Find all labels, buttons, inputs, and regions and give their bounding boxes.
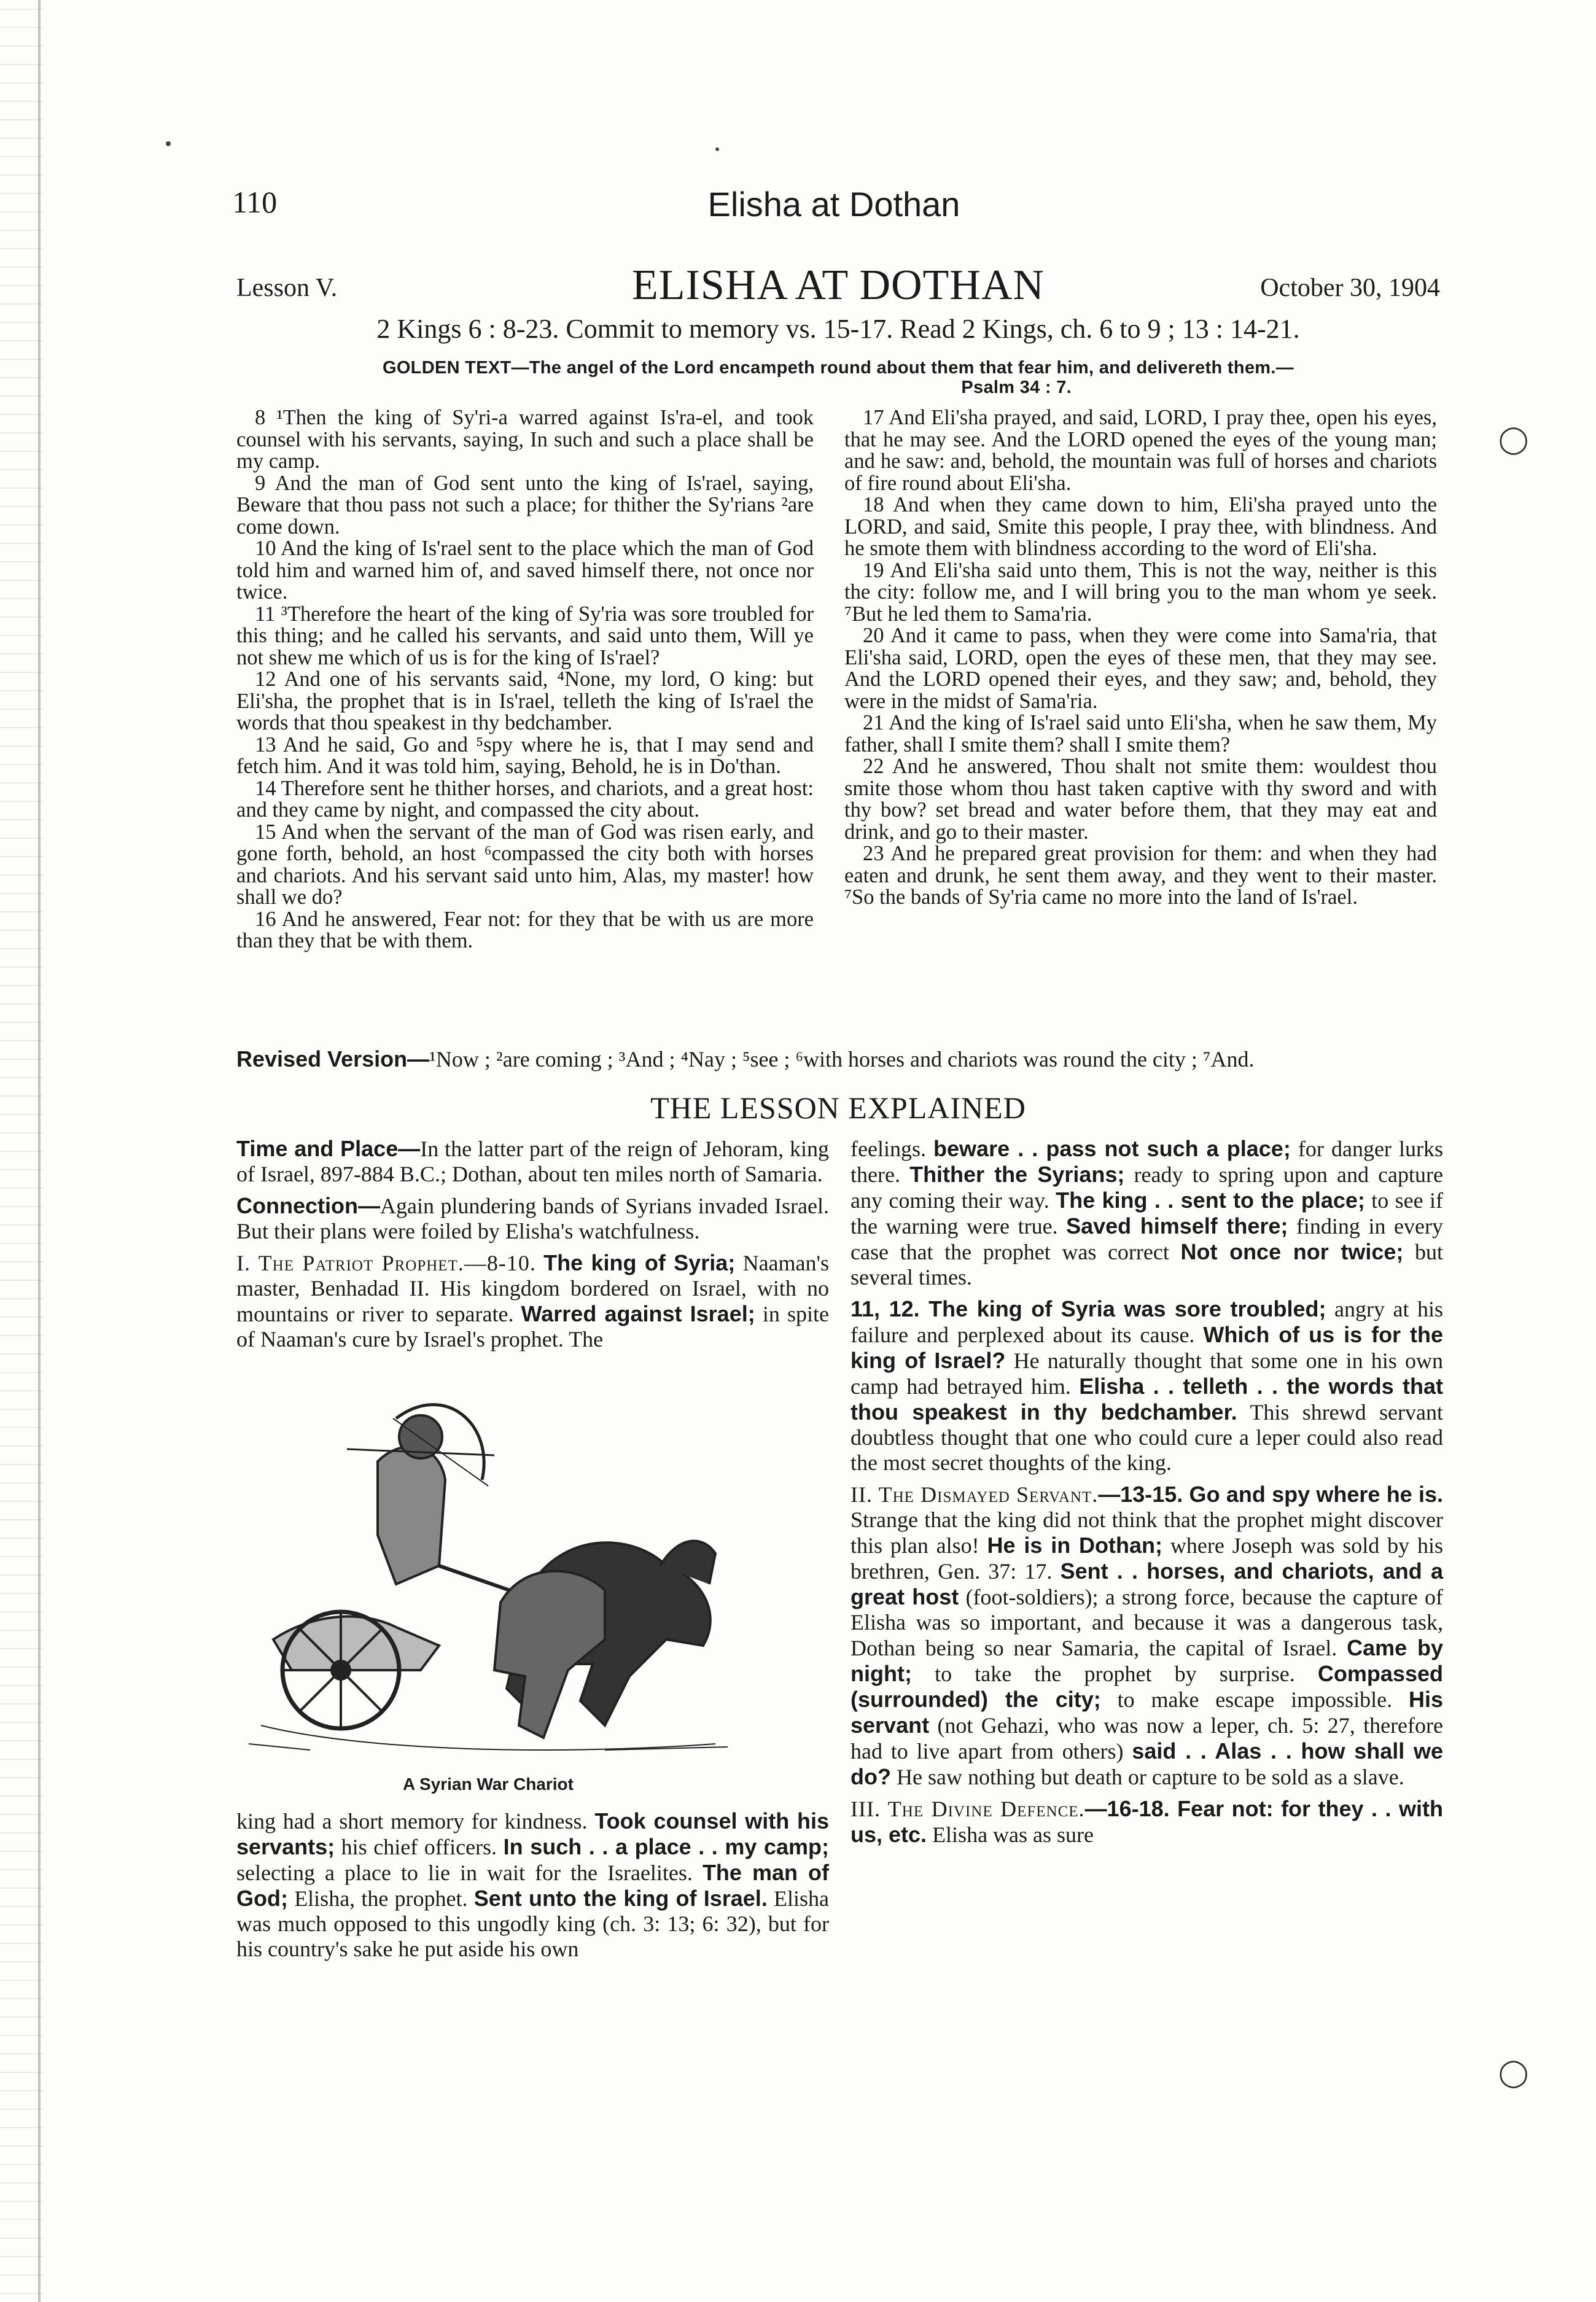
keyword-phrase: His servant	[851, 1687, 1444, 1738]
commentary-text: This shrewd servant doubtless thought that one who could cure a leper could also read the most secret thoughts of the king.	[851, 1400, 1443, 1475]
keyword-phrase: —13-15. Go and spy where he is.	[1098, 1482, 1443, 1507]
commentary-text: his chief officers.	[335, 1835, 504, 1859]
running-head	[232, 184, 1436, 233]
explanation-column-left	[236, 1136, 829, 1358]
margin-mark-bottom: ◯	[1498, 2058, 1529, 2088]
scripture-verse: 18 And when they came down to him, Eli'sha prayed unto the LORD, and said, Smite this people, I pray thee, with blindness. And he smote them with blindness according to the word of Eli'sha.	[844, 493, 1437, 560]
commentary-text: but several times.	[851, 1240, 1443, 1289]
time-and-place-label: Time and Place—	[236, 1136, 421, 1161]
section-title: III. The Divine Defence.	[851, 1797, 1085, 1821]
scan-speck	[166, 141, 171, 146]
golden-text-body: GOLDEN TEXT—The angel of the Lord encampeth round about them that fear him, and delivereth them.—	[382, 358, 1294, 378]
illustration-caption: A Syrian War Chariot	[403, 1775, 574, 1794]
scripture-verse: 14 Therefore sent he thither horses, and chariots, and a great host: and they came by night, and compassed the city about.	[236, 776, 814, 822]
chariot-engraving	[236, 1382, 740, 1762]
scripture-verse: 21 And the king of Is'rael said unto Eli'sha, when he saw them, My father, shall I smite them? shall I smite them?	[844, 711, 1437, 756]
commentary-text: where Joseph was sold by his brethren, Gen. 37: 17.	[851, 1533, 1443, 1584]
commentary-text: selecting a place to lie in wait for the Israelites.	[236, 1861, 703, 1885]
commentary-text: king had a short memory for kindness.	[236, 1809, 595, 1833]
time-and-place-text: In the latter part of the reign of Jehoram, king of Israel, 897-884 B.C.; Dothan, about ten miles north of Samaria.	[236, 1137, 829, 1186]
scripture-verse: 13 And he said, Go and ⁵spy where he is, that I may send and fetch him. And it was told him, saying, Behold, he is in Do'than.	[236, 733, 814, 778]
scripture-verse: 15 And when the servant of the man of God was risen early, and gone forth, behold, an host ⁶compassed the city both with horses and chariots. And his servant said unto him, Alas, my master! how shall we do?	[236, 820, 814, 909]
scripture-verse: 20 And it came to pass, when they were come into Sama'ria, that Eli'sha said, LORD, open the eyes of these men, that they may see. And the LORD opened their eyes, and they saw; and, behold, they were in the midst of Sama'ria.	[844, 624, 1437, 713]
scripture-verse: 17 And Eli'sha prayed, and said, LORD, I pray thee, open his eyes, that he may see. And the LORD opened the eyes of the young man; and he saw: and, behold, the mountain was full of horses and chariots of fire round about Eli'sha.	[844, 406, 1437, 495]
explanation-column-right	[851, 1136, 1443, 1854]
lesson-heading	[236, 261, 1440, 310]
keyword-phrase: —16-18. Fear not: for they . . with us, etc.	[851, 1796, 1443, 1847]
keyword-phrase: The king . . sent to the place;	[1056, 1188, 1365, 1213]
scripture-verse: 12 And one of his servants said, ⁴None, my lord, O king: but Eli'sha, the prophet that is in Is'rael, telleth the king of Is'rael the words that thou speakest in thy bedchamber.	[236, 667, 814, 734]
connection-text: Again plundering bands of Syrians invaded Israel. But their plans were foiled by Elisha's watchfulness.	[236, 1194, 829, 1243]
section-1-title: I. The Patriot Prophet.—8-10.	[236, 1251, 536, 1275]
keyword-phrase: Compassed (surrounded) the city;	[851, 1661, 1443, 1712]
running-title: Elisha at Dothan	[707, 185, 960, 224]
commentary-text: to make escape impossible.	[1100, 1687, 1409, 1712]
keyword-phrase: Saved himself there;	[1066, 1213, 1288, 1238]
scripture-verse: 19 And Eli'sha said unto them, This is not the way, neither is this the city: follow me, and I will bring you to the man whom ye seek. ⁷But he led them to Sama'ria.	[844, 558, 1437, 626]
keyword-phrase: Took counsel with his servants;	[236, 1808, 830, 1859]
section-1-text-2: in spite of Naaman's cure by Israel's prophet. The	[236, 1302, 830, 1351]
revised-version-label: Revised Version—	[236, 1046, 430, 1071]
time-and-place-paragraph	[236, 1136, 829, 1187]
section-title: II. The Dismayed Servant.	[851, 1482, 1099, 1507]
binding-edge	[0, 0, 43, 2302]
commentary-text: (not Gehazi, who was now a leper, ch. 5: 27, therefore had to live apart from others)	[851, 1713, 1443, 1763]
scripture-verse: 10 And the king of Is'rael sent to the place which the man of God told him and warned him of, and saved himself there, not once nor twice.	[236, 537, 814, 604]
margin-mark-top: ◯	[1498, 424, 1529, 454]
scan-speck	[715, 147, 719, 151]
commentary-text: He saw nothing but death or capture to be sold as a slave.	[890, 1765, 1404, 1789]
binding-line	[38, 0, 41, 2302]
scripture-column-right	[844, 407, 1437, 909]
commentary-text: Elisha was as sure	[927, 1822, 1094, 1847]
keyword-phrase: said . . Alas . . how shall we do?	[851, 1738, 1444, 1789]
keyword-phrase: Came by night;	[851, 1635, 1443, 1686]
connection-label: Connection—	[236, 1193, 380, 1218]
keyword-phrase: He is in Dothan;	[987, 1533, 1163, 1558]
keyword-phrase: beware . . pass not such a place;	[933, 1136, 1291, 1161]
golden-text	[236, 358, 1440, 397]
lesson-number: Lesson V.	[236, 274, 338, 302]
page-number: 110	[232, 185, 278, 219]
commentary-paragraph	[851, 1296, 1443, 1476]
section-1-keyword-2: Warred against Israel;	[521, 1301, 755, 1326]
keyword-phrase: 11, 12. The king of Syria was sore troubled;	[851, 1296, 1326, 1321]
keyword-phrase: Thither the Syrians;	[909, 1162, 1125, 1187]
commentary-paragraph	[851, 1136, 1443, 1290]
commentary-text: feelings.	[851, 1137, 934, 1161]
commentary-text: (foot-soldiers); a strong force, because the capture of Elisha was so important, and because it was a dangerous task, Dothan being so near Samaria, the capital of Israel.	[851, 1585, 1443, 1660]
keyword-phrase: Not once nor twice;	[1180, 1239, 1404, 1264]
keyword-phrase: In such . . a place . . my camp;	[503, 1834, 829, 1859]
scripture-verse: 8 ¹Then the king of Sy'ri-a warred against Is'ra-el, and took counsel with his servants, saying, In such and such a place shall be my camp.	[236, 406, 814, 473]
scripture-verse: 22 And he answered, Thou shalt not smite them: wouldest thou smite those whom thou hast taken captive with thy sword and with thy bow? set bread and water before them, that they may eat and drink, and go to their master.	[844, 755, 1437, 844]
commentary-paragraph	[851, 1482, 1443, 1790]
commentary-text: Elisha was much opposed to this ungodly king (ch. 3: 13; 6: 32), but for his country's sake he put aside his own	[236, 1886, 830, 1961]
keyword-phrase: Which of us is for the king of Israel?	[851, 1322, 1443, 1373]
section-1-text-1: Naaman's master, Benhadad II. His kingdom bordered on Israel, with no mountains or river to separate.	[236, 1251, 830, 1326]
keyword-phrase: Elisha . . telleth . . the words that thou speakest in thy bedchamber.	[851, 1374, 1443, 1425]
keyword-phrase: Sent unto the king of Israel.	[473, 1886, 768, 1911]
commentary-text: to see if the warning were true.	[851, 1188, 1443, 1238]
section-1-paragraph	[236, 1250, 829, 1352]
section-1-keyword-1: The king of Syria;	[543, 1250, 736, 1275]
revised-version-note	[236, 1047, 1440, 1071]
scripture-verse: 9 And the man of God sent unto the king of Is'rael, saying, Beware that thou pass not such a place; for thither the Sy'rians ²are come down.	[236, 471, 814, 539]
lesson-explained-heading: THE LESSON EXPLAINED	[650, 1091, 1026, 1125]
lesson-title: ELISHA AT DOTHAN	[632, 262, 1045, 309]
scripture-column-left	[236, 407, 814, 952]
commentary-text: for danger lurks there.	[851, 1137, 1443, 1187]
commentary-text: ready to spring upon and capture any coming their way.	[851, 1162, 1443, 1213]
connection-paragraph	[236, 1193, 829, 1244]
revised-version-text: ¹Now ; ²are coming ; ³And ; ⁴Nay ; ⁵see ; ⁶with horses and chariots was round the city ; ⁷And.	[429, 1047, 1255, 1071]
lesson-date: October 30, 1904	[1260, 274, 1440, 302]
syrian-war-chariot-illustration	[236, 1382, 740, 1762]
commentary-text: He naturally thought that some one in his own camp had betrayed him.	[851, 1348, 1443, 1399]
commentary-text: angry at his failure and perplexed about its cause.	[851, 1297, 1443, 1347]
scripture-verse: 23 And he prepared great provision for them: and when they had eaten and drunk, he sent them away, and they went to their master. ⁷So the bands of Sy'ria came no more into the land of Is'rael.	[844, 842, 1437, 909]
keyword-phrase: Sent . . horses, and chariots, and a great host	[851, 1558, 1443, 1609]
scripture-reference: 2 Kings 6 : 8-23. Commit to memory vs. 15-17. Read 2 Kings, ch. 6 to 9 ; 13 : 14-21.	[376, 314, 1300, 344]
commentary-paragraph	[851, 1796, 1443, 1848]
keyword-phrase: The man of God;	[236, 1860, 829, 1911]
commentary-text: to take the prophet by surprise.	[911, 1662, 1318, 1686]
scripture-verse: 16 And he answered, Fear not: for they that be with us are more than they that be with them.	[236, 907, 814, 952]
golden-text-citation: Psalm 34 : 7.	[961, 378, 1072, 397]
explanation-left-continued	[236, 1808, 829, 1962]
commentary-text: Strange that the king did not think that the prophet might discover this plan also!	[851, 1507, 1443, 1558]
commentary-text: Elisha, the prophet.	[287, 1886, 474, 1911]
commentary-text: finding in every case that the prophet was correct	[851, 1214, 1443, 1264]
scripture-verse: 11 ³Therefore the heart of the king of Sy'ria was sore troubled for this thing; and he called his servants, and said unto them, Will ye not shew me which of us is for the king of Is'rael?	[236, 602, 814, 669]
